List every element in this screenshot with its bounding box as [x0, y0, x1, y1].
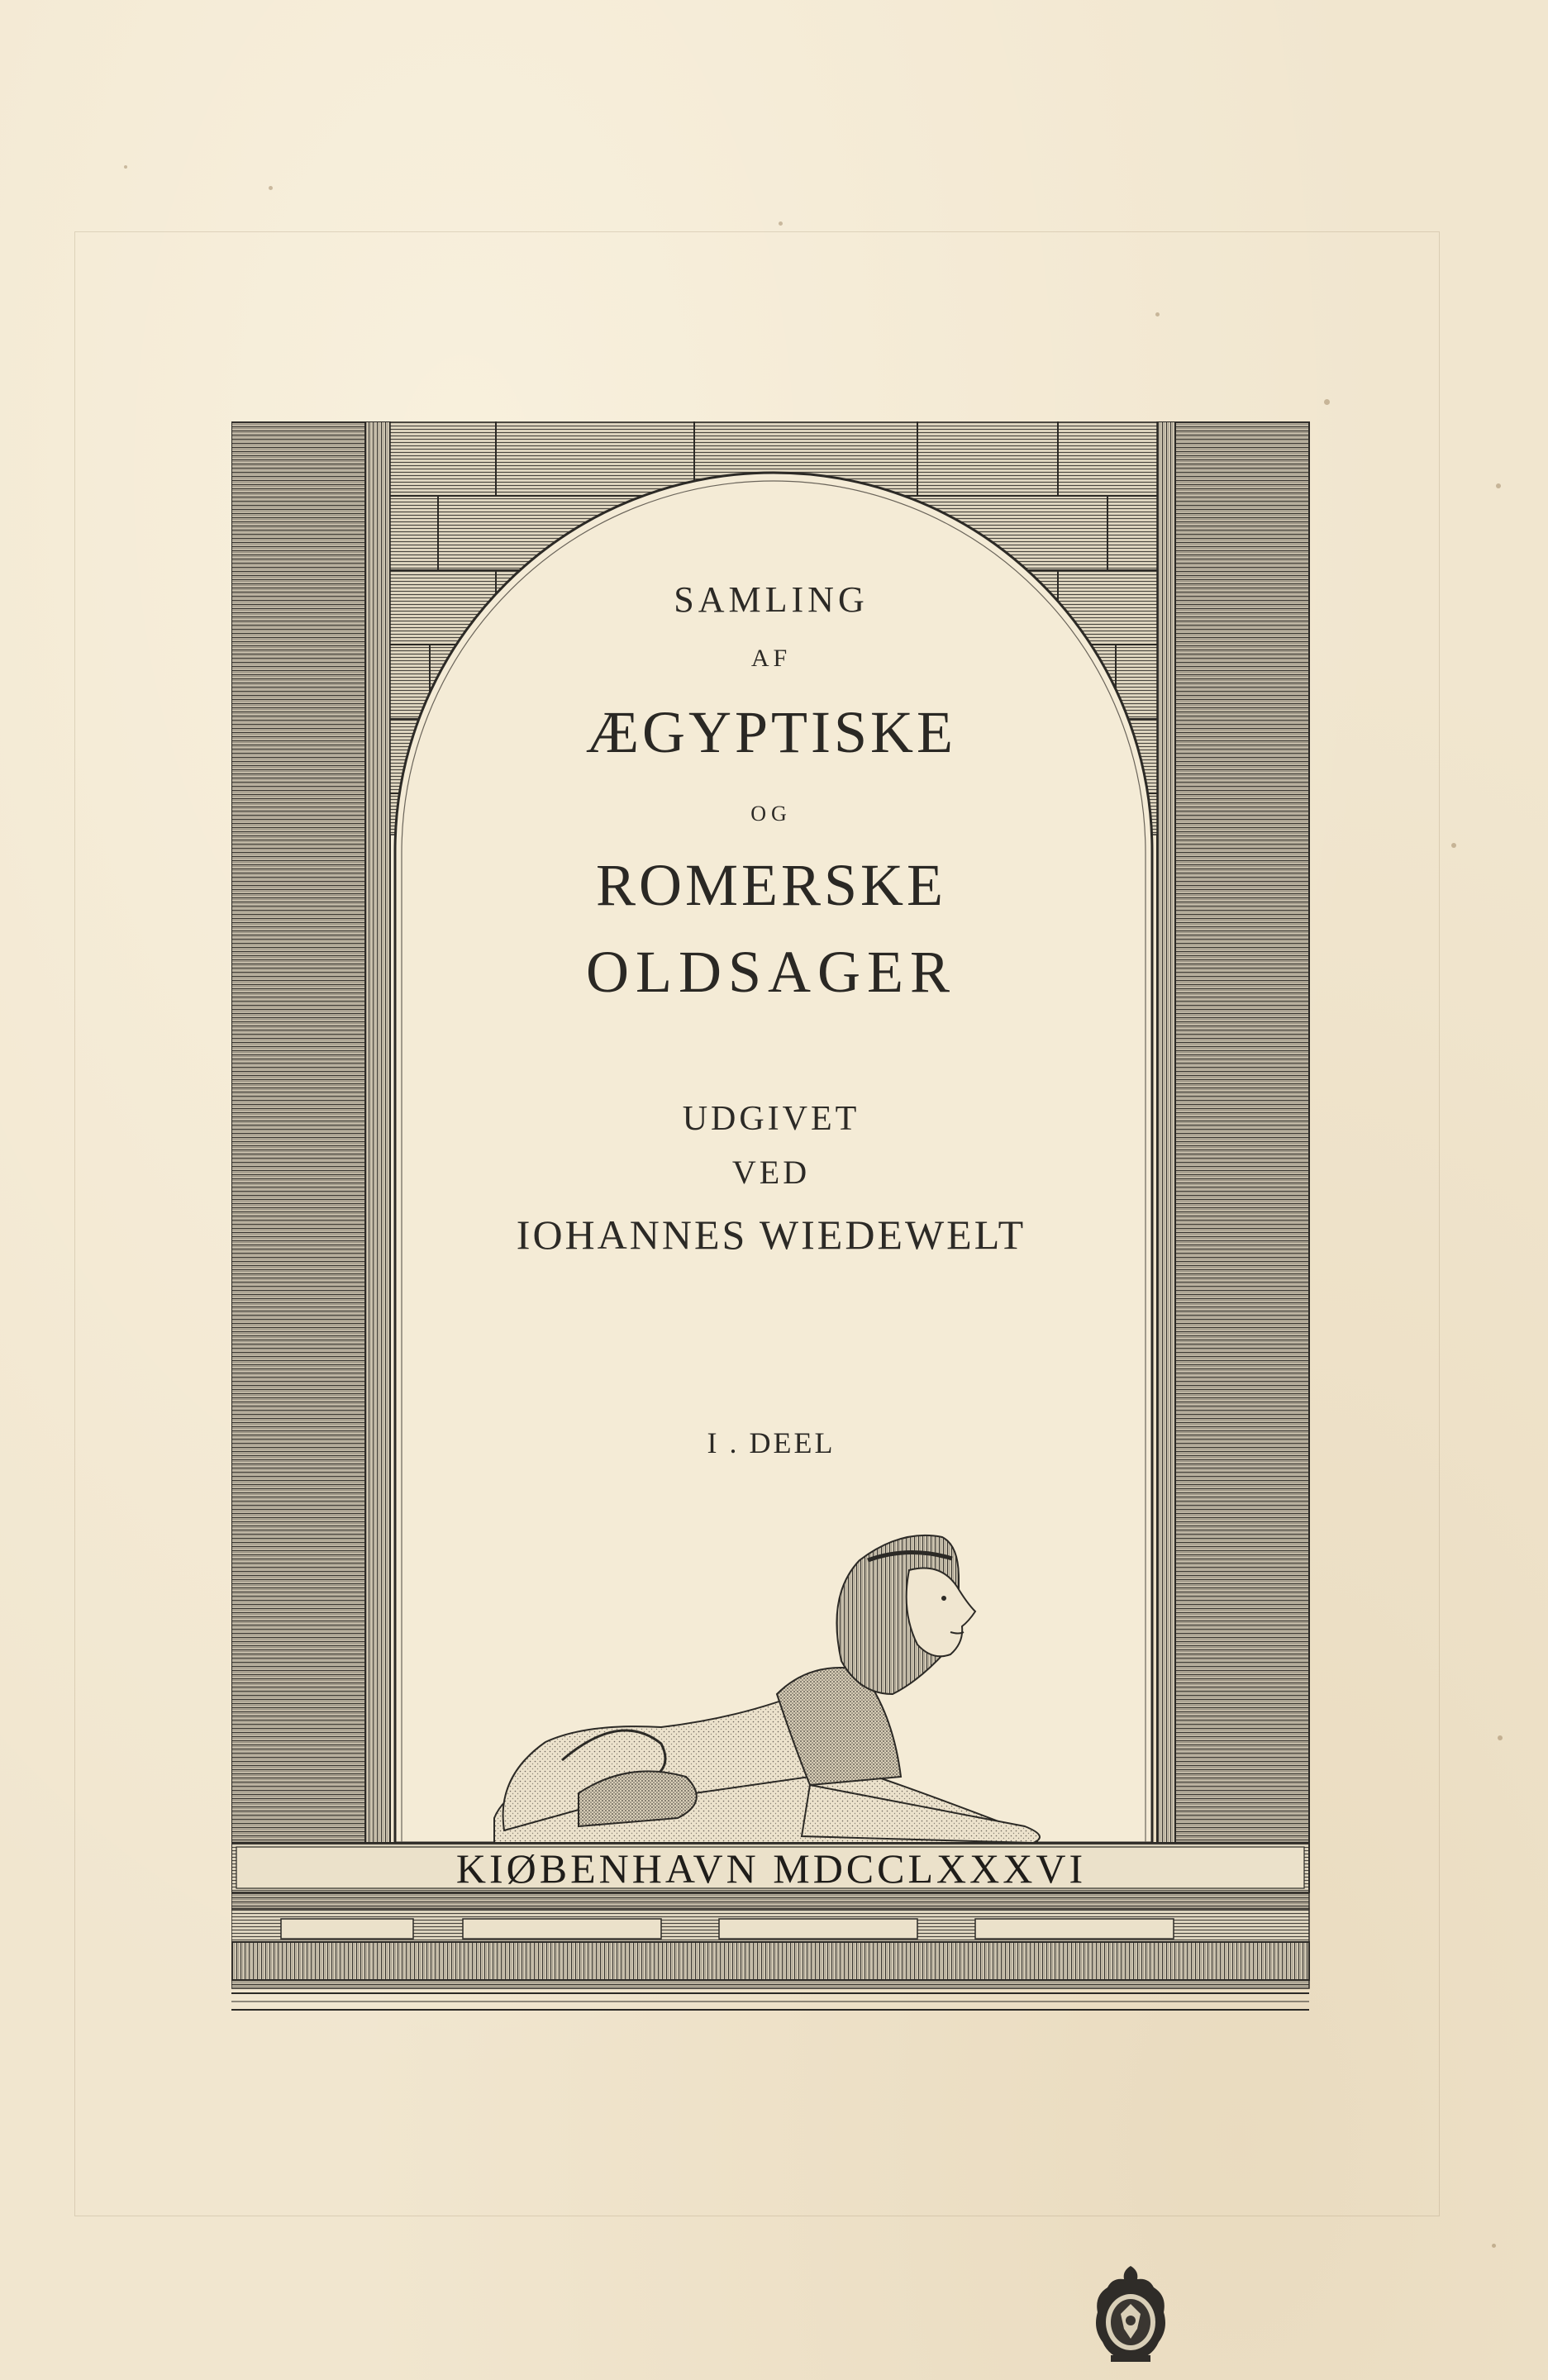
foxing-spot: [779, 221, 783, 226]
foxing-spot: [1451, 843, 1456, 848]
title-af: AF: [750, 645, 792, 672]
foxing-spot: [1155, 312, 1160, 317]
foxing-spot: [1324, 399, 1330, 405]
volume-label: I . DEEL: [707, 1426, 836, 1459]
foxing-spot: [269, 186, 273, 190]
title-aegyptiske: ÆGYPTISKE: [585, 699, 957, 765]
foxing-spot: [124, 165, 127, 169]
title-oldsager: OLDSAGER: [585, 939, 956, 1005]
foxing-spot: [1496, 483, 1501, 488]
title-og: OG: [750, 802, 792, 826]
foxing-spot: [1492, 2244, 1496, 2248]
frontispiece-engraving: [231, 421, 1311, 2016]
title-samling: SAMLING: [674, 579, 869, 620]
foxing-spot: [1498, 1735, 1503, 1740]
imprint-inscription: KIØBENHAVN MDCCLXXXVI: [455, 1845, 1087, 1892]
author-name: IOHANNES WIEDEWELT: [516, 1211, 1026, 1258]
collector-stamp-icon: [1089, 2263, 1172, 2365]
title-romerske: ROMERSKE: [595, 852, 947, 918]
title-udgivet: UDGIVET: [682, 1100, 860, 1138]
title-ved: VED: [731, 1154, 811, 1191]
